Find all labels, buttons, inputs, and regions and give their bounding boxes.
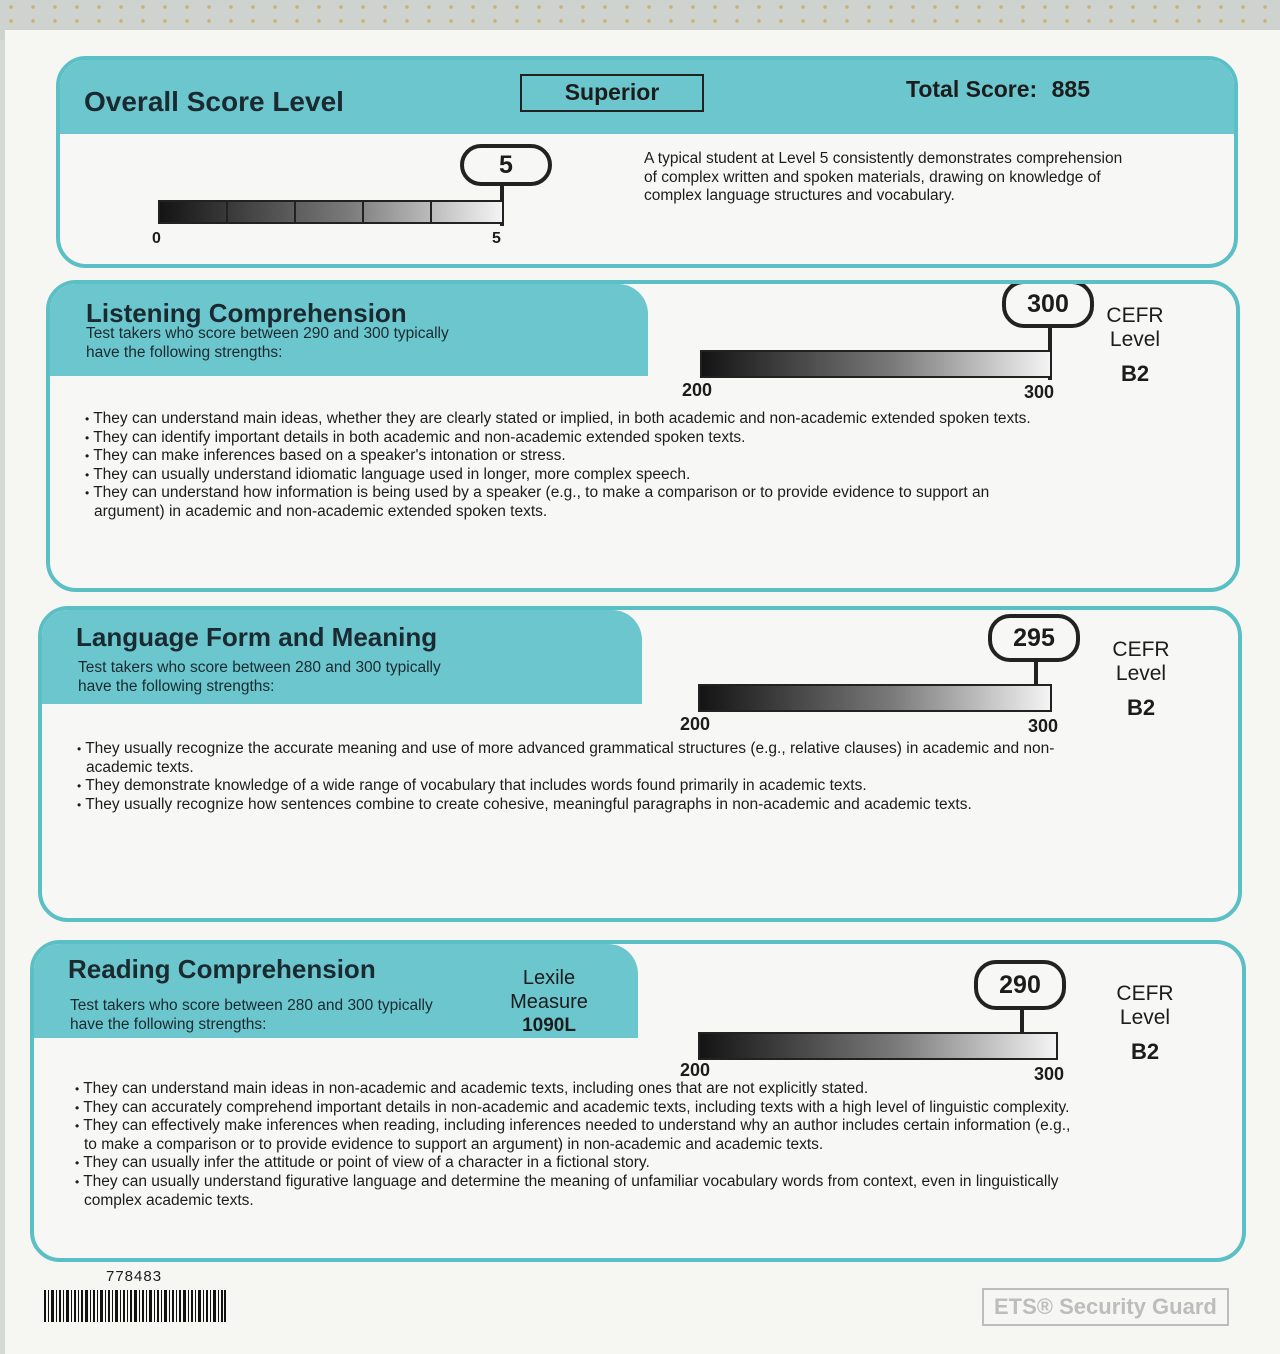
listening-scale-max: 300 bbox=[1024, 382, 1055, 402]
total-score-value: 885 bbox=[1051, 76, 1090, 102]
overall-title: Overall Score Level bbox=[84, 86, 344, 117]
overall-scale-bar bbox=[158, 200, 504, 224]
listening-scale-min: 200 bbox=[682, 380, 713, 400]
list-item: • They can effectively make inferences when reading, including inferences needed to understand why an author includes certain information (e.g., to make a comparison or to provide evidence to support an argument) in non-academic and academic texts. bbox=[74, 1117, 1074, 1154]
barcode bbox=[44, 1290, 226, 1322]
listening-title: Listening Comprehension bbox=[86, 298, 407, 328]
list-item: • They usually recognize how sentences combine to create cohesive, meaningful paragraphs in non-academic and academic texts. bbox=[76, 796, 1056, 815]
language-cefr bbox=[1096, 638, 1186, 720]
language-cefr-level: B2 bbox=[1126, 695, 1156, 720]
language-cefr-label: CEFR Level bbox=[1112, 638, 1170, 685]
overall-score-card bbox=[56, 56, 1238, 268]
serial-number: 778483 bbox=[106, 1268, 163, 1285]
total-score-label: Total Score: bbox=[906, 76, 1038, 102]
level-label: Superior bbox=[520, 74, 704, 112]
list-item: • They demonstrate knowledge of a wide range of vocabulary that includes words found primarily in academic texts. bbox=[76, 777, 1056, 796]
reading-scale-max: 300 bbox=[1034, 1064, 1065, 1084]
ets-security-mark: ETS® Security Guard bbox=[982, 1288, 1229, 1326]
reading-scale-min: 200 bbox=[680, 1060, 711, 1080]
listening-score-bubble: 300 bbox=[1002, 280, 1094, 328]
list-item: • They can make inferences based on a speaker's intonation or stress. bbox=[84, 447, 1044, 466]
listening-card bbox=[46, 280, 1240, 592]
overall-scale-max: 5 bbox=[492, 230, 501, 247]
list-item: • They usually recognize the accurate meaning and use of more advanced grammatical structures (e.g., relative clauses) in academic and non-academic texts. bbox=[76, 740, 1056, 777]
list-item: • They can understand main ideas in non-academic and academic texts, including ones that are not explicitly stated. bbox=[74, 1080, 1074, 1099]
language-form-card bbox=[38, 606, 1242, 922]
language-score-bubble: 295 bbox=[988, 614, 1080, 662]
reading-scale-bar bbox=[698, 1032, 1058, 1060]
lexile-measure bbox=[494, 966, 604, 1038]
listening-cefr bbox=[1090, 304, 1180, 386]
overall-score-bubble: 5 bbox=[460, 144, 552, 186]
lexile-value: 1090L bbox=[522, 1015, 576, 1036]
reading-strengths-list bbox=[74, 1080, 1074, 1210]
lexile-label: Lexile Measure bbox=[510, 967, 588, 1013]
list-item: • They can usually infer the attitude or point of view of a character in a fictional story. bbox=[74, 1154, 1074, 1173]
reading-cefr-label: CEFR Level bbox=[1116, 982, 1174, 1029]
listening-strengths-list bbox=[84, 410, 1044, 522]
reading-cefr-level: B2 bbox=[1130, 1039, 1160, 1064]
overall-description: A typical student at Level 5 consistently demonstrates comprehension of complex written and spoken materials, drawing on knowledge of complex language structures and vocabulary. bbox=[644, 150, 1123, 204]
listening-scale-bar bbox=[700, 350, 1052, 378]
total-score bbox=[906, 76, 1090, 103]
list-item: • They can identify important details in both academic and non-academic extended spoken texts. bbox=[84, 429, 1044, 448]
language-strengths-list bbox=[76, 740, 1056, 814]
list-item: • They can understand how information is being used by a speaker (e.g., to make a comparison or to provide evidence to support an argument) in academic and non-academic extended spoken texts. bbox=[84, 484, 1044, 521]
listening-cefr-label: CEFR Level bbox=[1106, 304, 1164, 351]
listening-cefr-level: B2 bbox=[1120, 361, 1150, 386]
language-scale-min: 200 bbox=[680, 714, 711, 734]
reading-subtitle: Test takers who score between 280 and 300 typically have the following strengths: bbox=[70, 997, 433, 1033]
language-scale-bar bbox=[698, 684, 1052, 712]
language-title: Language Form and Meaning bbox=[76, 622, 438, 652]
reading-cefr bbox=[1100, 982, 1190, 1064]
reading-card bbox=[30, 940, 1246, 1262]
list-item: • They can usually understand idiomatic language used in longer, more complex speech. bbox=[84, 466, 1044, 485]
list-item: • They can understand main ideas, whether they are clearly stated or implied, in both academic and non-academic extended spoken texts. bbox=[84, 410, 1044, 429]
list-item: • They can usually understand figurative language and determine the meaning of unfamiliar vocabulary words from context, even in linguistically complex academic texts. bbox=[74, 1173, 1074, 1210]
language-subtitle: Test takers who score between 280 and 300 typically have the following strengths: bbox=[78, 659, 441, 695]
overall-scale-min: 0 bbox=[152, 230, 161, 247]
listening-subtitle: Test takers who score between 290 and 300 typically have the following strengths: bbox=[86, 325, 449, 361]
language-scale-max: 300 bbox=[1028, 716, 1059, 736]
reading-score-bubble: 290 bbox=[974, 960, 1066, 1010]
reading-title: Reading Comprehension bbox=[68, 954, 376, 984]
list-item: • They can accurately comprehend important details in non-academic and academic texts, including texts with a high level of linguistic complexity. bbox=[74, 1099, 1074, 1118]
